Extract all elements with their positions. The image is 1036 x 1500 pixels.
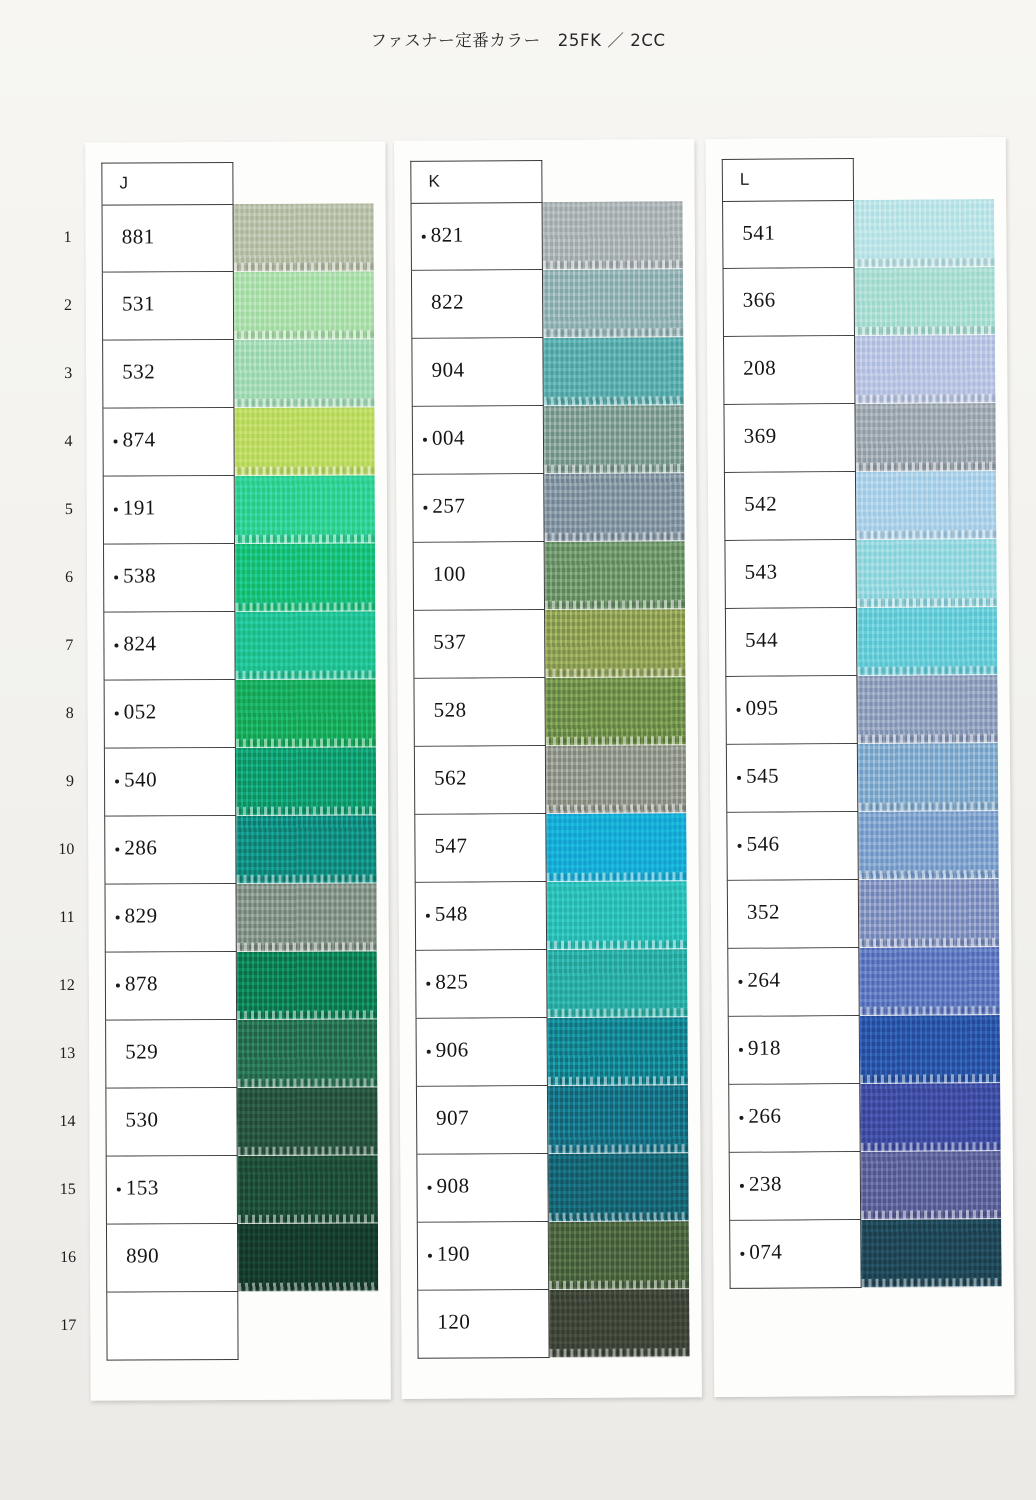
swatch-strip-k (543, 201, 690, 1358)
color-code: 153 (125, 1175, 159, 1200)
bullet-dot-icon (116, 916, 120, 920)
bullet-dot-icon (739, 1048, 743, 1052)
color-swatch (545, 677, 685, 746)
color-code: 190 (436, 1241, 471, 1266)
color-swatch (543, 269, 683, 338)
bullet-dot-icon (116, 984, 120, 988)
table-row (416, 1154, 548, 1223)
color-code: 266 (748, 1103, 782, 1128)
bullet-dot-icon (114, 576, 118, 580)
color-swatch (237, 951, 377, 1020)
table-row (102, 340, 234, 409)
table-row (415, 950, 547, 1019)
row-number: 2 (63, 296, 72, 314)
table-row (411, 338, 543, 407)
row-number: 6 (65, 568, 74, 586)
color-swatch (549, 1221, 689, 1290)
bullet-dot-icon (738, 980, 742, 984)
table-row (414, 814, 546, 883)
table-row (728, 1016, 860, 1085)
color-swatch (547, 949, 687, 1018)
color-swatch (859, 879, 999, 948)
table-row (104, 816, 236, 885)
row-number: 9 (65, 772, 75, 790)
row-number: 14 (59, 1112, 76, 1130)
color-code: 543 (744, 559, 778, 584)
bullet-dot-icon (427, 1050, 431, 1054)
table-row (411, 202, 543, 271)
bullet-dot-icon (423, 506, 427, 510)
color-code: 907 (436, 1105, 470, 1130)
table-row (103, 612, 235, 681)
table-row (103, 544, 235, 613)
color-swatch (860, 1015, 1000, 1084)
swatch-strip-l (854, 199, 1002, 1288)
row-number: 5 (64, 500, 73, 518)
table-row (724, 540, 856, 609)
table-row (103, 476, 235, 545)
color-code: 881 (121, 224, 155, 249)
color-swatch (861, 1151, 1001, 1220)
bullet-dot-icon (738, 844, 742, 848)
column-letter: K (428, 171, 440, 191)
color-swatch (858, 811, 998, 880)
bullet-dot-icon (426, 982, 430, 986)
bullet-dot-icon (428, 1186, 432, 1190)
bullet-dot-icon (114, 644, 118, 648)
color-code: 825 (435, 969, 469, 994)
table-row (722, 200, 854, 269)
color-code: 264 (747, 967, 781, 992)
color-swatch (548, 1017, 688, 1086)
table-row (416, 1018, 548, 1087)
table-row (413, 610, 545, 679)
bullet-dot-icon (423, 438, 427, 442)
bullet-dot-icon (426, 914, 430, 918)
table-row (724, 472, 856, 541)
table-row (417, 1290, 549, 1359)
table-row (727, 948, 859, 1017)
row-number: 13 (59, 1044, 76, 1062)
color-swatch (234, 271, 374, 340)
row-number: 8 (65, 704, 74, 722)
table-row (105, 1020, 237, 1089)
color-swatch (859, 947, 999, 1016)
table-row (725, 676, 857, 745)
color-code: 542 (744, 491, 778, 516)
color-swatch (860, 1083, 1000, 1152)
color-column-j (85, 141, 390, 1400)
color-code: 824 (123, 631, 157, 656)
table-row (106, 1156, 238, 1225)
color-swatch (237, 1019, 377, 1088)
table-row (102, 204, 234, 273)
table-row (725, 608, 857, 677)
color-code: 562 (433, 765, 468, 790)
color-code: 537 (433, 629, 467, 654)
color-code: 545 (745, 763, 780, 788)
color-code: 238 (748, 1171, 782, 1196)
color-code: 904 (431, 357, 465, 382)
color-column-k (394, 139, 702, 1399)
bullet-dot-icon (117, 1188, 121, 1192)
color-code: 540 (123, 767, 158, 792)
table-row (412, 406, 544, 475)
table-row (729, 1220, 861, 1289)
color-code: 120 (437, 1309, 471, 1334)
color-swatch (857, 607, 997, 676)
color-swatch (549, 1289, 689, 1358)
color-swatch (855, 335, 995, 404)
table-row (728, 1084, 860, 1153)
color-swatch (234, 203, 374, 272)
table-row (416, 1086, 548, 1155)
color-swatch (236, 679, 376, 748)
color-swatch (543, 337, 683, 406)
code-list-j (102, 204, 239, 1361)
color-swatch (234, 407, 374, 476)
row-number: 10 (58, 840, 75, 858)
color-swatch (548, 1085, 688, 1154)
table-row (102, 408, 234, 477)
color-code: 538 (123, 563, 157, 588)
color-code: 286 (124, 835, 158, 860)
color-swatch (547, 881, 687, 950)
bullet-dot-icon (740, 1184, 744, 1188)
color-swatch (235, 543, 375, 612)
column-letter-box-j (101, 162, 233, 205)
row-number: 12 (58, 976, 75, 994)
table-row (412, 474, 544, 543)
row-number: 4 (64, 432, 73, 450)
bullet-dot-icon (739, 1116, 743, 1120)
color-swatch (543, 201, 683, 270)
color-code: 208 (743, 355, 777, 380)
row-number: 1 (63, 228, 72, 246)
bullet-dot-icon (115, 848, 119, 852)
color-code: 531 (121, 291, 156, 316)
table-row (723, 268, 855, 337)
row-number: 3 (64, 364, 73, 382)
bullet-dot-icon (114, 440, 118, 444)
table-row (729, 1152, 861, 1221)
color-swatch (544, 405, 684, 474)
color-code: 890 (126, 1243, 160, 1268)
code-list-k (411, 202, 550, 1359)
bullet-dot-icon (115, 712, 119, 716)
column-letter-box-k (410, 160, 542, 203)
table-row (723, 404, 855, 473)
color-swatch (236, 883, 376, 952)
color-code: 541 (742, 220, 776, 245)
color-swatch (546, 813, 686, 882)
color-swatch (858, 743, 998, 812)
bullet-dot-icon (740, 1252, 744, 1256)
table-row (414, 746, 546, 815)
color-swatch (861, 1219, 1001, 1288)
table-row (726, 812, 858, 881)
table-row (106, 1224, 238, 1293)
color-code: 906 (435, 1037, 469, 1062)
row-number: 11 (59, 908, 75, 926)
color-swatch (545, 609, 685, 678)
row-number: 7 (65, 636, 74, 654)
color-code: 095 (745, 695, 779, 720)
color-code: 366 (742, 287, 776, 312)
code-list-l (722, 200, 862, 1289)
color-code: 530 (125, 1107, 159, 1132)
color-swatch (544, 473, 684, 542)
color-swatch (545, 541, 685, 610)
color-code: 918 (747, 1035, 782, 1060)
row-number-gutter (37, 204, 76, 1360)
table-row (411, 270, 543, 339)
column-letter: J (119, 173, 128, 193)
table-row (106, 1292, 238, 1361)
table-row (104, 884, 236, 953)
color-code: 874 (122, 427, 156, 452)
table-row (104, 748, 236, 817)
color-swatch (236, 747, 376, 816)
page-title: ファスナー定番カラー 25FK ／ 2CC (370, 31, 666, 50)
bullet-dot-icon (115, 780, 119, 784)
color-swatch (234, 339, 374, 408)
table-row (723, 336, 855, 405)
color-code: 908 (436, 1173, 470, 1198)
color-code: 878 (124, 971, 158, 996)
color-code: 052 (123, 699, 157, 724)
color-column-l (706, 137, 1015, 1397)
color-code: 257 (432, 493, 466, 518)
color-swatch (237, 1087, 377, 1156)
column-letter-box-l (722, 158, 854, 201)
color-code: 369 (743, 423, 777, 448)
row-number: 16 (60, 1248, 77, 1266)
color-code: 532 (122, 359, 156, 384)
color-code: 548 (434, 901, 468, 926)
row-number: 17 (60, 1316, 77, 1334)
color-swatch (235, 611, 375, 680)
color-swatch (548, 1153, 688, 1222)
table-row (104, 680, 236, 749)
column-letter: L (739, 169, 750, 189)
bullet-dot-icon (422, 235, 426, 239)
row-number: 15 (59, 1180, 76, 1198)
color-swatch (856, 539, 996, 608)
color-swatch (857, 675, 997, 744)
color-swatch (854, 199, 994, 268)
table-row (417, 1222, 549, 1291)
table-row (105, 952, 237, 1021)
color-swatch (236, 815, 376, 884)
color-code: 821 (430, 222, 464, 247)
color-swatch (856, 471, 996, 540)
color-code: 528 (433, 697, 467, 722)
color-code: 829 (124, 903, 158, 928)
color-code: 544 (745, 627, 779, 652)
color-code: 004 (431, 425, 466, 450)
table-row (102, 272, 234, 341)
bullet-dot-icon (737, 708, 741, 712)
color-code: 100 (432, 561, 466, 586)
color-code: 074 (749, 1239, 783, 1264)
swatch-strip-j (234, 203, 379, 1292)
color-code: 547 (434, 833, 468, 858)
color-swatch (855, 267, 995, 336)
table-row (726, 744, 858, 813)
table-row (105, 1088, 237, 1157)
bullet-dot-icon (428, 1254, 432, 1258)
color-code: 352 (746, 899, 781, 924)
color-swatch (235, 475, 375, 544)
bullet-dot-icon (114, 508, 118, 512)
color-code: 546 (746, 831, 780, 856)
color-code: 822 (431, 289, 465, 314)
color-swatch (855, 403, 995, 472)
table-row (413, 678, 545, 747)
color-swatch (238, 1155, 378, 1224)
color-code: 191 (122, 495, 156, 520)
table-row (727, 880, 859, 949)
table-row (415, 882, 547, 951)
bullet-dot-icon (737, 776, 741, 780)
color-code: 529 (125, 1039, 159, 1064)
color-swatch (238, 1223, 378, 1292)
color-swatch (546, 745, 686, 814)
table-row (413, 542, 545, 611)
